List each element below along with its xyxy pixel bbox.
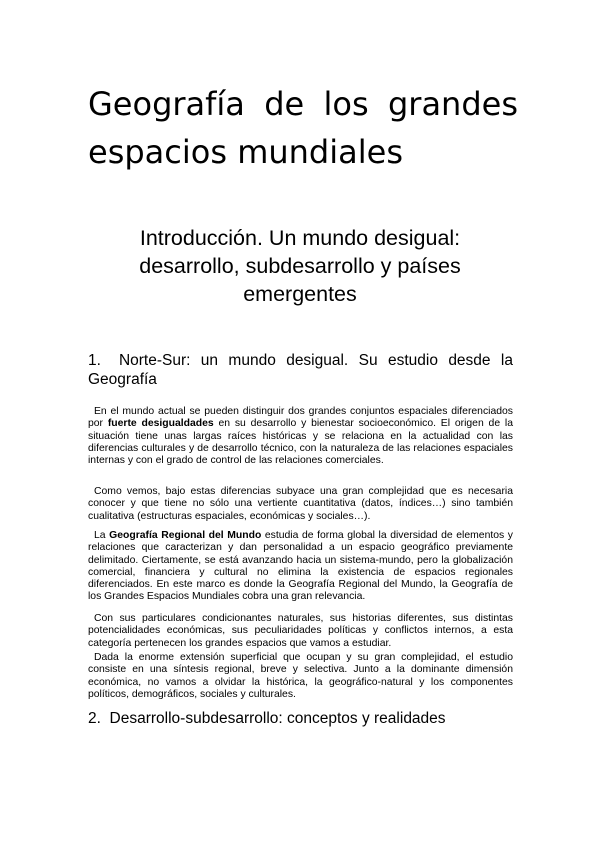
document-title [88, 80, 518, 176]
section-1-heading-line1 [88, 351, 513, 370]
section-1-heading-line2: Geografía [88, 371, 157, 388]
section-2-heading: 2. Desarrollo-subdesarrollo: conceptos y realidades [88, 710, 446, 727]
paragraph-2: Como vemos, bajo estas diferencias subyace una gran complejidad que es necesaria conocer y que tiene no sólo una vertiente cuantitativa (datos, índices…) sino también cualitativa (estructuras espaciales, económicas y sociales…). [88, 486, 513, 522]
document-title-line1: Geografía de los grandes [88, 85, 518, 123]
paragraph-1 [88, 406, 513, 467]
document-title-line2: espacios mundiales [88, 133, 403, 171]
document-subtitle: Introducción. Un mundo desigual: desarrollo, subdesarrollo y países emergentes [139, 226, 461, 306]
paragraph-1-text-b: en su desarrollo y bienestar socioeconómico. El origen de la situación tiene unas largas raíces históricas y se relaciona en la actualidad con las diferencias culturales y de desarrollo técnico, con la naturaleza de las relaciones espaciales internas y con el grado de control de las relaciones comerciales. [88, 418, 513, 467]
paragraph-3-text-a: La [94, 530, 110, 541]
paragraph-3-bold: Geografía Regional del Mundo [109, 530, 262, 541]
section-1-number: 1. [88, 352, 101, 369]
paragraph-5: Dada la enorme extensión superficial que ocupan y su gran complejidad, el estudio consiste en una síntesis regional, breve y selectiva. Junto a la dominante dimensión económica, no vamos a olvidar la histórica, la geográfico-natural y los componentes políticos, demográficos, sociales y culturales. [88, 652, 513, 700]
section-1-heading-text: Norte-Sur: un mundo desigual. Su estudio desde la [118, 352, 513, 369]
paragraph-3-text-b: estudia de forma global la diversidad de elementos y relaciones que caracterizan y dan personalidad a un espacio geográfico previamente delimitado. Ciertamente, se está avanzando hacia un sistema-mundo, pero la globalización comercial, financiera y cultural no elimina la existencia de espacios regionales diferenciados. En este marco es donde la Geografía Regional del Mundo, la Geografía de los Grandes Espacios Mundiales cobra una gran relevancia. [88, 530, 513, 603]
paragraph-1-bold: fuerte desigualdades [107, 418, 214, 430]
paragraph-4: Con sus particulares condicionantes naturales, sus historias diferentes, sus distintas potencialidades económicas, sus peculiaridades políticas y conflictos internos, a esta categoría pertenecen los grandes espacios que vamos a estudiar. [88, 613, 513, 649]
paragraph-3 [88, 530, 513, 604]
section-1-heading [88, 351, 513, 389]
paragraph-1-text-a: En el mundo actual se pueden distinguir dos grandes conjuntos espaciales diferenciados por [88, 406, 513, 430]
